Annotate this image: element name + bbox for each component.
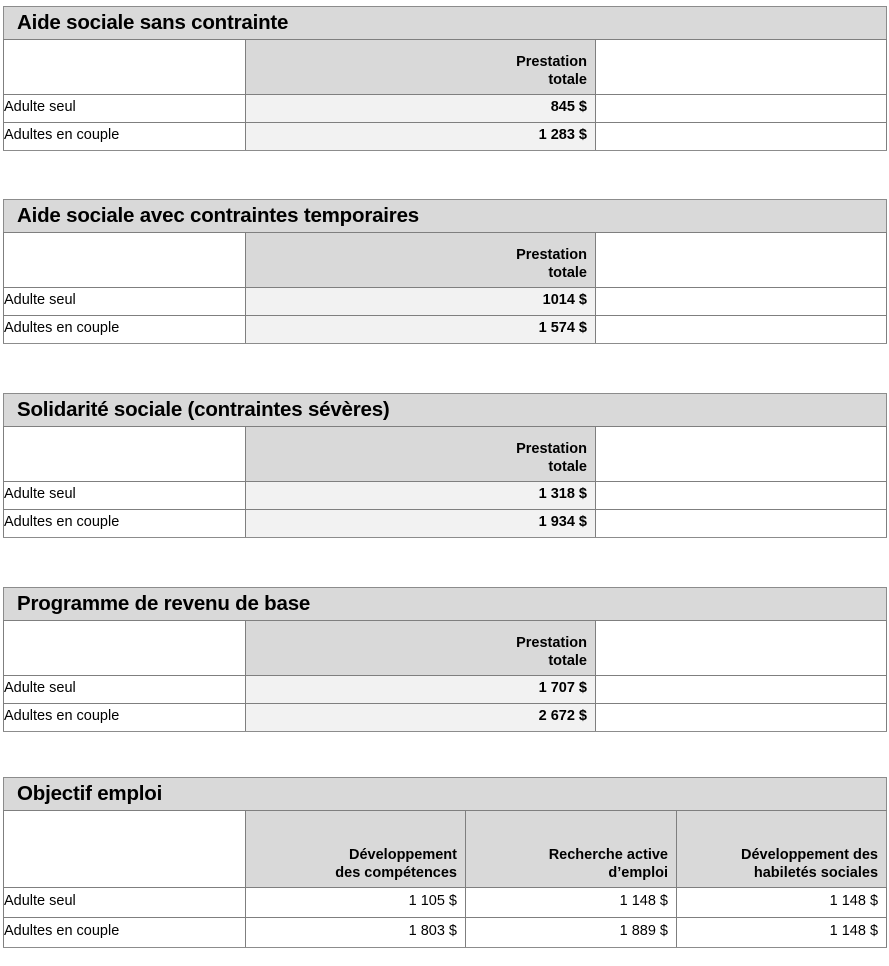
table-row xyxy=(4,95,887,123)
table-gap xyxy=(3,538,886,587)
header-line-2: des compétences xyxy=(335,865,457,882)
table-title: Aide sociale sans contrainte xyxy=(4,7,887,40)
header-trailing-cell xyxy=(596,40,887,95)
row-value: 845 $ xyxy=(246,95,596,123)
table-row xyxy=(4,288,887,316)
row-value: 1 148 $ xyxy=(677,918,887,948)
header-developpement-des-competences xyxy=(246,811,466,888)
header-line-1: Développement des xyxy=(741,846,879,863)
row-label: Adulte seul xyxy=(4,95,246,123)
row-trailing-cell xyxy=(596,704,887,732)
header-blank-cell xyxy=(4,233,246,288)
table-gap xyxy=(3,732,886,777)
table-gap xyxy=(3,151,886,199)
header-recherche-active-demploi xyxy=(466,811,677,888)
row-label: Adulte seul xyxy=(4,676,246,704)
row-value: 1 889 $ xyxy=(466,918,677,948)
row-trailing-cell xyxy=(596,95,887,123)
header-trailing-cell xyxy=(596,427,887,482)
row-value: 1 574 $ xyxy=(246,316,596,344)
table-header-row xyxy=(4,40,887,95)
row-label: Adultes en couple xyxy=(4,123,246,151)
table-header-row xyxy=(4,621,887,676)
header-line-1: Prestation xyxy=(516,634,587,651)
row-value: 1 707 $ xyxy=(246,676,596,704)
row-value: 1014 $ xyxy=(246,288,596,316)
table-title-row xyxy=(4,7,887,40)
table-row xyxy=(4,510,887,538)
header-trailing-cell xyxy=(596,233,887,288)
table-title: Programme de revenu de base xyxy=(4,588,887,621)
table-header-row xyxy=(4,427,887,482)
row-label: Adultes en couple xyxy=(4,316,246,344)
header-prestation-totale xyxy=(246,40,596,95)
table-row xyxy=(4,482,887,510)
table-row xyxy=(4,676,887,704)
row-label: Adulte seul xyxy=(4,482,246,510)
table-aide-sociale-sans-contrainte xyxy=(3,6,887,151)
row-value: 1 105 $ xyxy=(246,888,466,918)
header-prestation-totale xyxy=(246,621,596,676)
table-header-row xyxy=(4,233,887,288)
row-trailing-cell xyxy=(596,123,887,151)
row-label: Adulte seul xyxy=(4,288,246,316)
row-label: Adultes en couple xyxy=(4,918,246,948)
row-trailing-cell xyxy=(596,482,887,510)
row-value: 1 803 $ xyxy=(246,918,466,948)
table-title-row xyxy=(4,200,887,233)
table-title-row xyxy=(4,394,887,427)
table-solidarite-sociale-contraintes-severes xyxy=(3,393,887,538)
row-trailing-cell xyxy=(596,288,887,316)
header-line-2: d’emploi xyxy=(608,865,668,882)
table-title-row xyxy=(4,778,887,811)
header-developpement-des-habiletes-sociales xyxy=(677,811,887,888)
row-value: 1 148 $ xyxy=(466,888,677,918)
table-title: Aide sociale avec contraintes temporaires xyxy=(4,200,887,233)
header-prestation-totale xyxy=(246,427,596,482)
row-label: Adulte seul xyxy=(4,888,246,918)
header-blank-cell xyxy=(4,621,246,676)
table-row xyxy=(4,704,887,732)
table-objectif-emploi xyxy=(3,777,887,948)
header-line-1: Prestation xyxy=(516,246,587,263)
header-line-1: Prestation xyxy=(516,53,587,70)
table-programme-de-revenu-de-base xyxy=(3,587,887,732)
row-value: 1 283 $ xyxy=(246,123,596,151)
row-value: 1 318 $ xyxy=(246,482,596,510)
table-row xyxy=(4,918,887,948)
header-line-2: totale xyxy=(548,265,587,282)
row-trailing-cell xyxy=(596,676,887,704)
table-row xyxy=(4,888,887,918)
table-row xyxy=(4,316,887,344)
header-line-1: Recherche active xyxy=(548,846,668,863)
row-label: Adultes en couple xyxy=(4,510,246,538)
table-gap xyxy=(3,344,886,393)
header-blank-cell xyxy=(4,811,246,888)
header-line-1: Développement xyxy=(349,846,457,863)
row-trailing-cell xyxy=(596,510,887,538)
table-title-row xyxy=(4,588,887,621)
header-trailing-cell xyxy=(596,621,887,676)
header-line-2: totale xyxy=(548,72,587,89)
table-aide-sociale-avec-contraintes-temporaires xyxy=(3,199,887,344)
table-title: Solidarité sociale (contraintes sévères) xyxy=(4,394,887,427)
header-line-2: totale xyxy=(548,653,587,670)
header-line-1: Prestation xyxy=(516,440,587,457)
row-trailing-cell xyxy=(596,316,887,344)
header-line-2: totale xyxy=(548,459,587,476)
table-header-row xyxy=(4,811,887,888)
row-value: 2 672 $ xyxy=(246,704,596,732)
table-title: Objectif emploi xyxy=(4,778,887,811)
header-blank-cell xyxy=(4,427,246,482)
table-row xyxy=(4,123,887,151)
header-prestation-totale xyxy=(246,233,596,288)
header-line-2: habiletés sociales xyxy=(753,865,879,882)
row-value: 1 934 $ xyxy=(246,510,596,538)
header-blank-cell xyxy=(4,40,246,95)
row-label: Adultes en couple xyxy=(4,704,246,732)
row-value: 1 148 $ xyxy=(677,888,887,918)
